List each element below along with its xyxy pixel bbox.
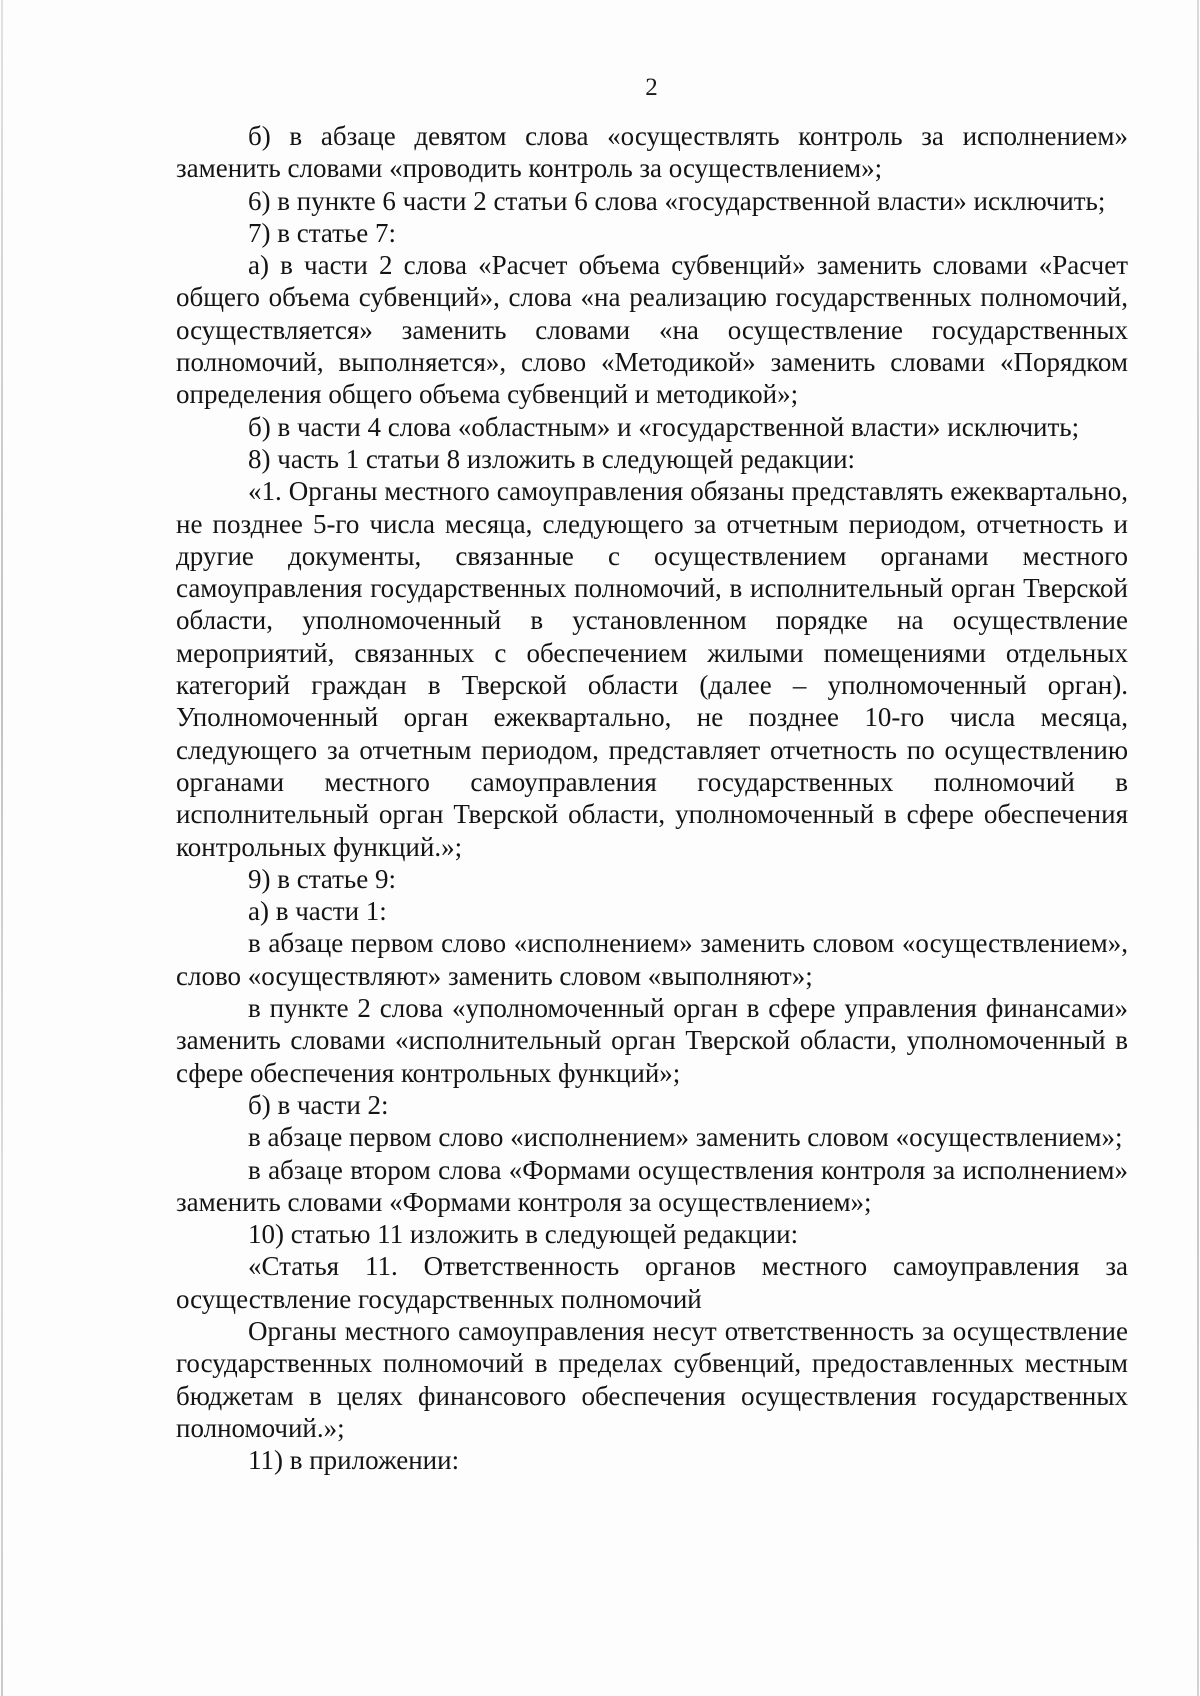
scan-edge-left xyxy=(1,0,3,1696)
paragraph-item-8: 8) часть 1 статьи 8 изложить в следующей редакции: xyxy=(248,443,856,474)
paragraph-item-9b: б) в части 2: xyxy=(248,1089,389,1120)
paragraph-item-6: 6) в пункте 6 части 2 статьи 6 слова «государственной власти» исключить; xyxy=(248,185,1106,216)
document-body xyxy=(176,120,1128,1476)
paragraph-item-10: 10) статью 11 изложить в следующей редакции: xyxy=(248,1219,799,1250)
paragraph-amendment-b-abzac-9: б) в абзаце девятом слова «осуществлять контроль за исполнением» заменить словами «проводить контроль за осуществлением»; xyxy=(176,121,1128,184)
paragraph-item-9a-punkt-2: в пункте 2 слова «уполномоченный орган в сфере управления финансами» заменить словами «исполнительный орган Тверской области, уполномоченный в сфере обеспечения контрольных функций»; xyxy=(176,993,1128,1088)
paragraph-item-9b-abzac-1: в абзаце первом слово «исполнением» заменить словом «осуществлением»; xyxy=(248,1122,1123,1153)
paragraph-article-11-text: Органы местного самоуправления несут ответственность за осуществление государственных полномочий в пределах субвенций, предоставленных местным бюджетам в целях финансового обеспечения осуществления государственных полномочий.»; xyxy=(176,1315,1128,1443)
paragraph-item-9a: а) в части 1: xyxy=(248,896,387,927)
paragraph-article-11-title: «Статья 11. Ответственность органов местного самоуправления за осуществление государственных полномочий xyxy=(176,1251,1128,1314)
paragraph-item-7b: б) в части 4 слова «областным» и «государственной власти» исключить; xyxy=(248,411,1080,442)
paragraph-item-9a-abzac-1: в абзаце первом слово «исполнением» заменить словом «осуществлением», слово «осуществляют» заменить словом «выполняют»; xyxy=(176,928,1128,991)
paragraph-item-11: 11) в приложении: xyxy=(248,1445,460,1476)
page-number: 2 xyxy=(645,74,658,101)
paragraph-item-7a: а) в части 2 слова «Расчет объема субвенций» заменить словами «Расчет общего объема субвенций», слова «на реализацию государственных полномочий, осуществляется» заменить словами «на осуществление государственных полномочий, выполняется», слово «Методикой» заменить словами «Порядком определения общего объема субвенций и методикой»; xyxy=(176,250,1128,410)
scan-edge-right xyxy=(1197,0,1199,1696)
paragraph-item-7: 7) в статье 7: xyxy=(248,217,396,248)
paragraph-article-8-part-1: «1. Органы местного самоуправления обязаны представлять ежеквартально, не позднее 5-го числа месяца, следующего за отчетным периодом, отчетность и другие документы, связанные с осуществлением органами местного самоуправления государственных полномочий, в исполнительный орган Тверской области, уполномоченный в установленном порядке на осуществление мероприятий, связанных с обеспечением жилыми помещениями отдельных категорий граждан в Тверской области (далее – уполномоченный орган). Уполномоченный орган ежеквартально, не позднее 10-го числа месяца, следующего за отчетным периодом, представляет отчетность по осуществлению органами местного самоуправления государственных полномочий в исполнительный орган Тверской области, уполномоченный в сфере обеспечения контрольных функций.»; xyxy=(176,476,1128,862)
paragraph-item-9b-abzac-2: в абзаце втором слова «Формами осуществления контроля за исполнением» заменить словами «Формами контроля за осуществлением»; xyxy=(176,1154,1128,1217)
paragraph-item-9: 9) в статье 9: xyxy=(248,863,396,894)
